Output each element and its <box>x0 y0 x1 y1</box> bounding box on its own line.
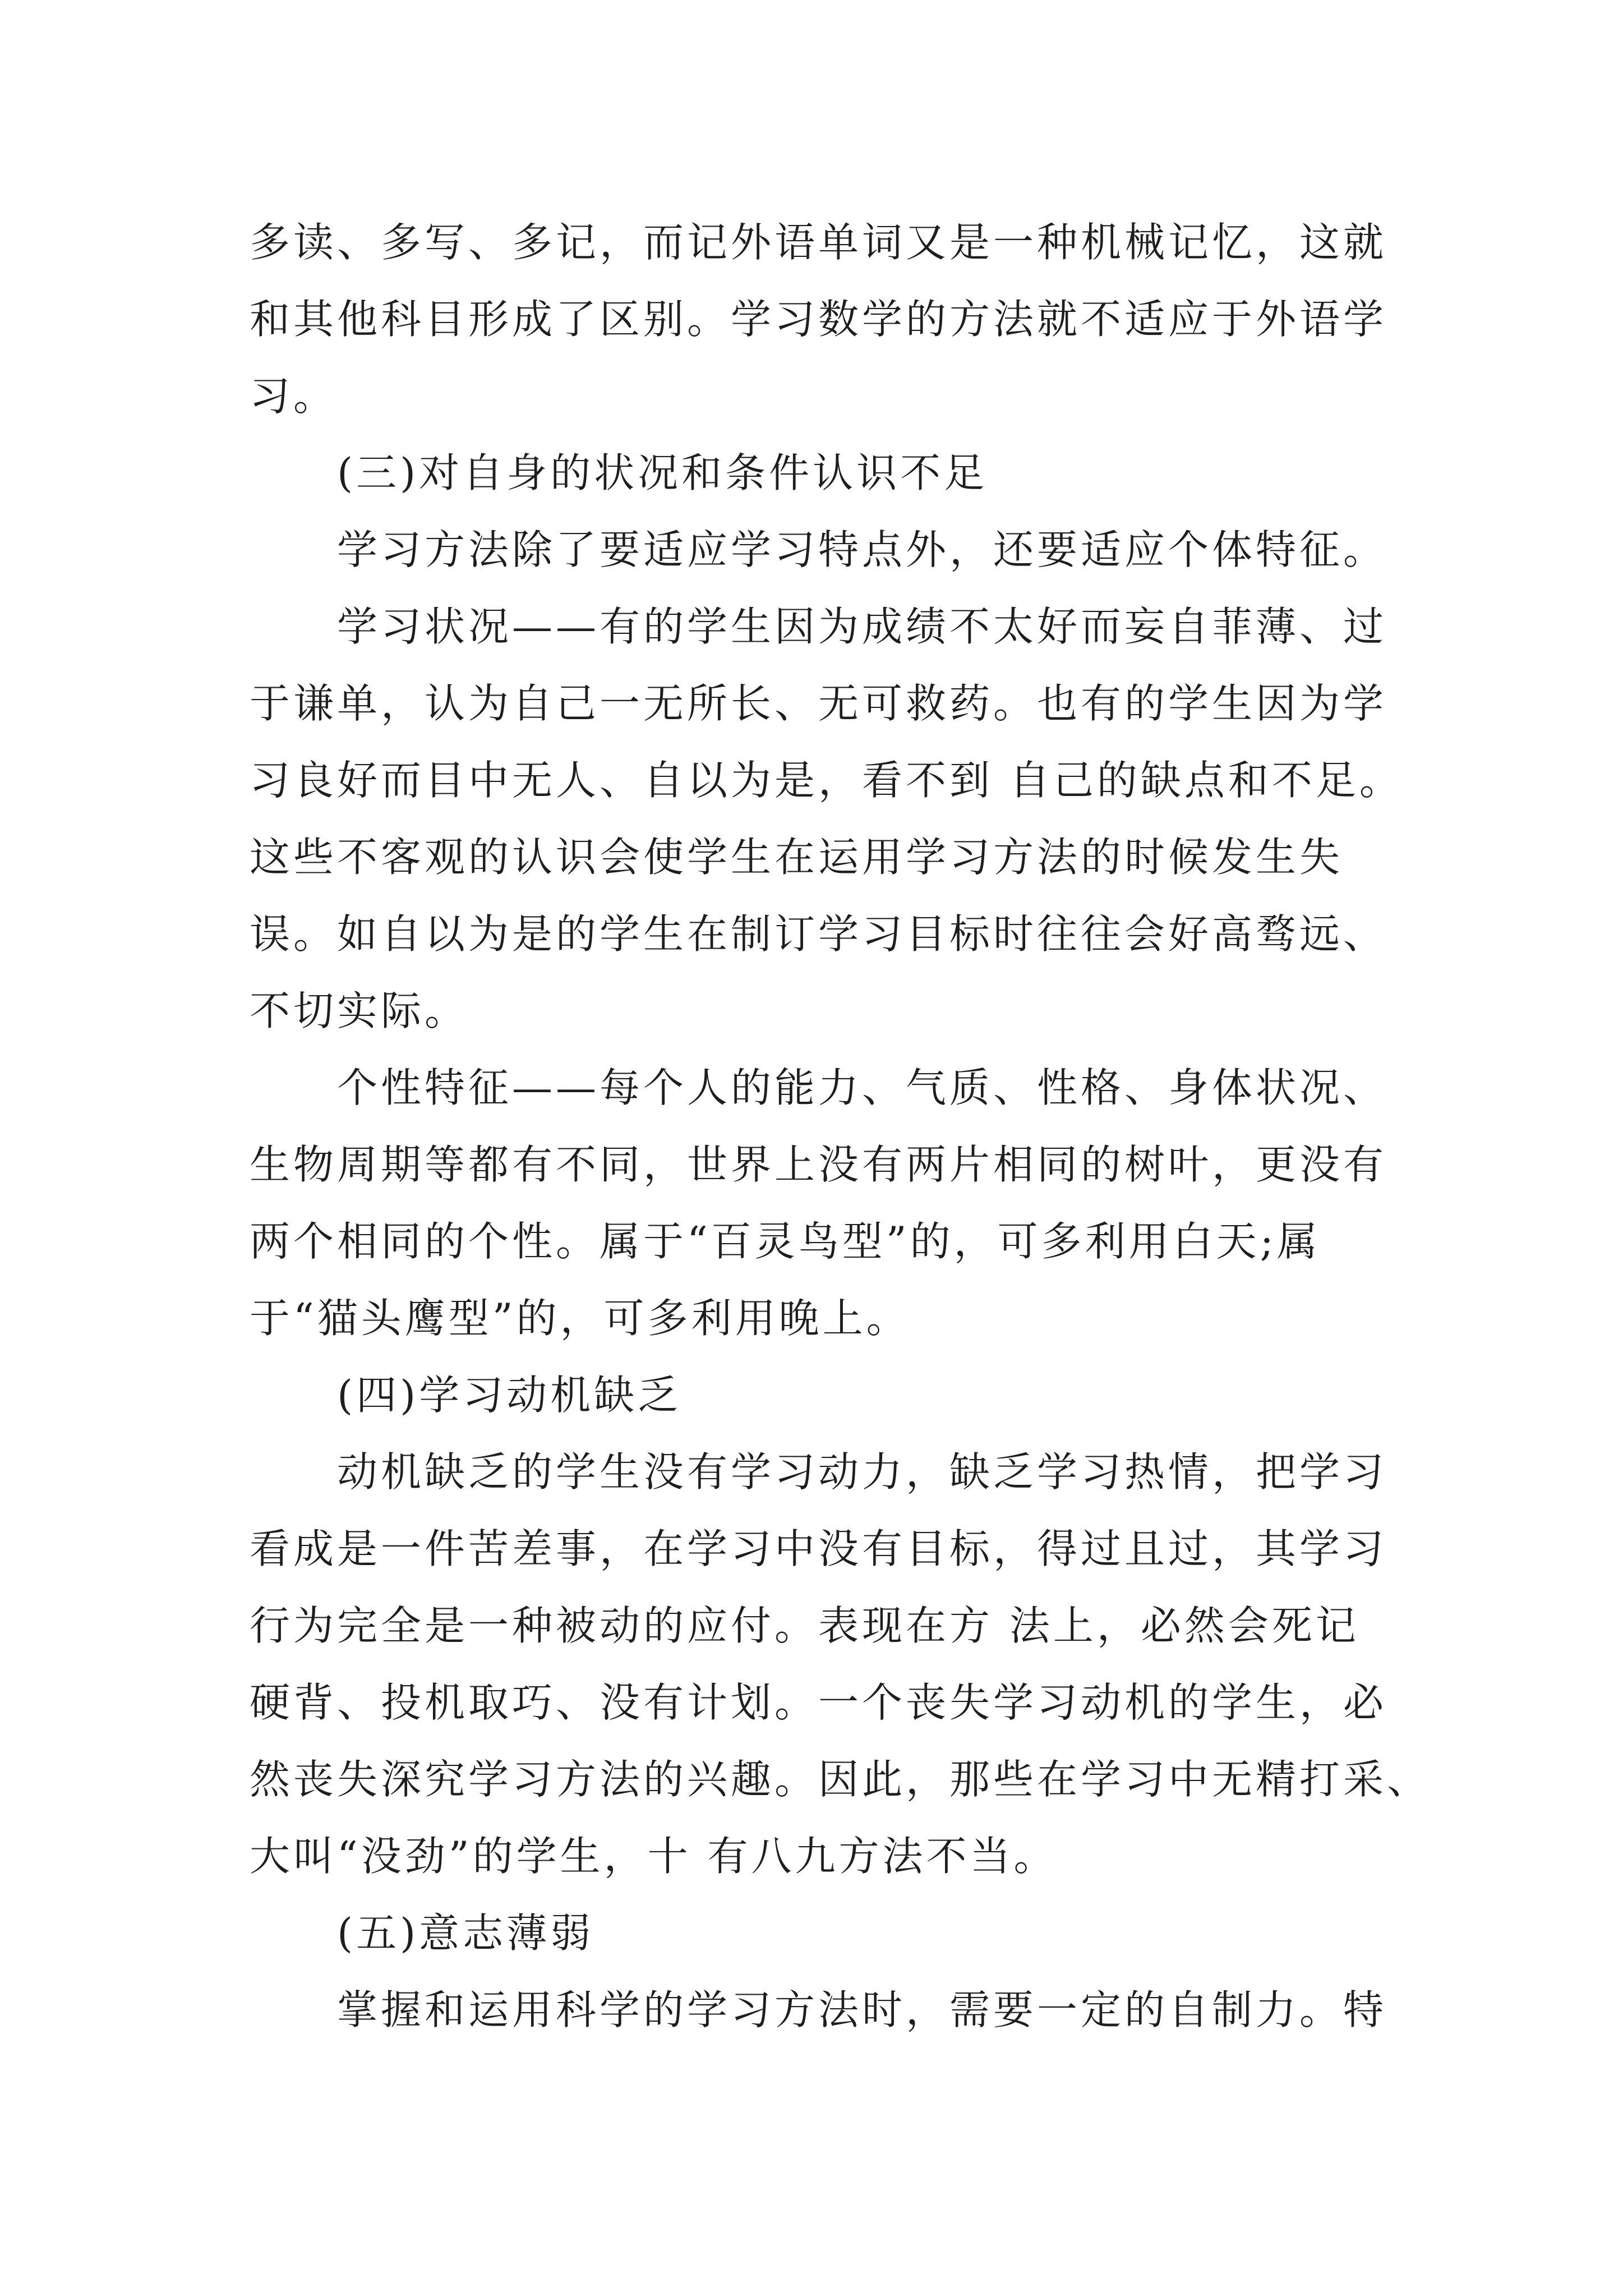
section-heading: (五)意志薄弱 <box>337 1910 594 1957</box>
paragraph-line: 学习状况——有的学生因为成绩不太好而妄自菲薄、过 <box>337 603 1387 650</box>
paragraph-continuation <box>250 204 1539 435</box>
paragraph <box>250 588 1539 1050</box>
paragraph-line: 和其他科目形成了区别。学习数学的方法就不适应于外语学 <box>250 296 1387 343</box>
paragraph-line: 习良好而目中无人、自以为是，看不到 自己的缺点和不足。 <box>250 757 1403 804</box>
paragraph-line: 硬背、投机取巧、没有计划。一个丧失学习动机的学生，必 <box>250 1679 1387 1726</box>
paragraph-line: 看成是一件苦差事，在学习中没有目标，得过且过，其学习 <box>250 1525 1387 1572</box>
paragraph-line: 个性特征——每个人的能力、气质、性格、身体状况、 <box>337 1064 1387 1111</box>
section-heading: (三)对自身的状况和条件认识不足 <box>337 449 988 496</box>
section-heading-4 <box>250 1357 1539 1434</box>
paragraph <box>250 1972 1539 2049</box>
paragraph-line: 动机缺乏的学生没有学习动力，缺乏学习热情，把学习 <box>337 1448 1387 1496</box>
paragraph <box>250 1050 1539 1357</box>
paragraph-line: 这些不客观的认识会使学生在运用学习方法的时候发生失 <box>250 834 1344 881</box>
document-body <box>250 204 1539 2049</box>
section-heading: (四)学习动机缺乏 <box>337 1372 682 1419</box>
paragraph-line: 掌握和运用科学的学习方法时，需要一定的自制力。特 <box>337 1986 1387 2033</box>
paragraph-line: 学习方法除了要适应学习特点外，还要适应个体特征。 <box>337 526 1387 573</box>
paragraph-line: 不切实际。 <box>250 987 469 1034</box>
paragraph-line: 误。如自以为是的学生在制订学习目标时往往会好高骛远、 <box>250 910 1387 958</box>
paragraph-line: 于“猫头鹰型”的，可多利用晚上。 <box>250 1295 910 1342</box>
paragraph-line: 生物周期等都有不同，世界上没有两片相同的树叶，更没有 <box>250 1141 1387 1188</box>
paragraph-line: 大叫“没劲”的学生，十 有八九方法不当。 <box>250 1833 1058 1880</box>
paragraph-line: 于谦单，认为自己一无所长、无可救药。也有的学生因为学 <box>250 680 1387 727</box>
section-heading-3 <box>250 435 1539 512</box>
paragraph <box>250 1434 1539 1895</box>
paragraph-line: 两个相同的个性。属于“百灵鸟型”的，可多利用白天;属 <box>250 1218 1321 1265</box>
paragraph-line: 多读、多写、多记，而记外语单词又是一种机械记忆，这就 <box>250 219 1387 266</box>
paragraph-line: 习。 <box>250 372 338 420</box>
paragraph-line: 行为完全是一种被动的应付。表现在方 法上，必然会死记 <box>250 1602 1359 1649</box>
paragraph-line: 然丧失深究学习方法的兴趣。因此，那些在学习中无精打采、 <box>250 1756 1431 1803</box>
paragraph <box>250 512 1539 588</box>
section-heading-5 <box>250 1895 1539 1972</box>
